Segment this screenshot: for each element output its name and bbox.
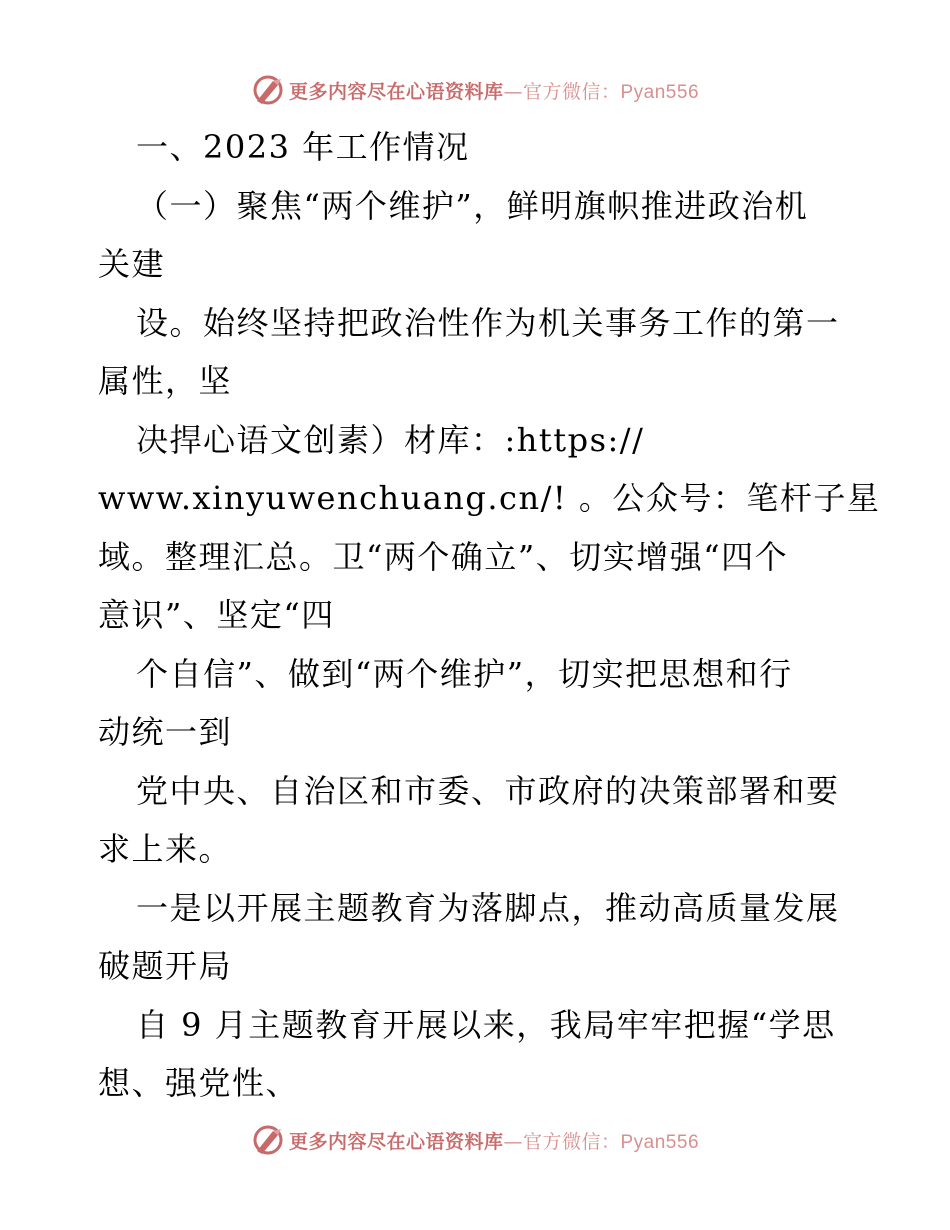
pen-logo-icon bbox=[251, 1123, 285, 1157]
body-line: 属性，坚 bbox=[98, 362, 233, 400]
body-line: 自 9 月主题教育开展以来，我局牢牢把握“学思 bbox=[136, 1005, 836, 1044]
footer-dash: — bbox=[503, 1130, 523, 1153]
body-line: 破题开局 bbox=[98, 947, 233, 985]
footer-banner-text bbox=[289, 1127, 699, 1154]
document-body bbox=[98, 118, 881, 1113]
footer-banner bbox=[0, 1120, 950, 1160]
footer-wechat-id: Pyan556 bbox=[620, 1131, 700, 1153]
body-line: 意识”、坚定“四 bbox=[98, 596, 335, 634]
footer-site-text: 更多内容尽在心语资料库 bbox=[288, 1130, 504, 1153]
header-site-text: 更多内容尽在心语资料库 bbox=[288, 80, 504, 103]
body-line: 域。整理汇总。卫“两个确立”、切实增强“四个 bbox=[98, 537, 789, 576]
pen-logo-icon bbox=[251, 73, 285, 107]
header-banner-text bbox=[289, 77, 699, 104]
body-line: 一是以开展主题教育为落脚点，推动高质量发展 bbox=[136, 888, 840, 927]
body-line: 党中央、自治区和市委、市政府的决策部署和要 bbox=[136, 771, 840, 810]
section-heading: 一、2023 年工作情况 bbox=[136, 128, 470, 166]
body-line: 个自信”、做到“两个维护”，切实把思想和行 bbox=[136, 654, 793, 693]
header-wechat-label: 官方微信： bbox=[522, 80, 621, 103]
header-wechat-id: Pyan556 bbox=[620, 81, 700, 103]
body-line: 关建 bbox=[98, 245, 166, 283]
footer-wechat-label: 官方微信： bbox=[522, 1130, 621, 1153]
body-line: 设。始终坚持把政治性作为机关事务工作的第一 bbox=[136, 303, 840, 342]
body-line: 动统一到 bbox=[98, 713, 233, 751]
body-line: 想、强党性、 bbox=[98, 1064, 300, 1102]
header-dash: — bbox=[503, 80, 523, 103]
body-line: www.xinyuwenchuang.cn/! 。公众号：笔杆子星 bbox=[98, 479, 881, 517]
header-banner bbox=[0, 70, 950, 110]
body-line: 求上来。 bbox=[98, 830, 233, 868]
body-line: 决捍心语文创素）材库：:https:// bbox=[136, 420, 645, 459]
subsection-heading: （一）聚焦“两个维护”，鲜明旗帜推进政治机 bbox=[136, 186, 809, 225]
